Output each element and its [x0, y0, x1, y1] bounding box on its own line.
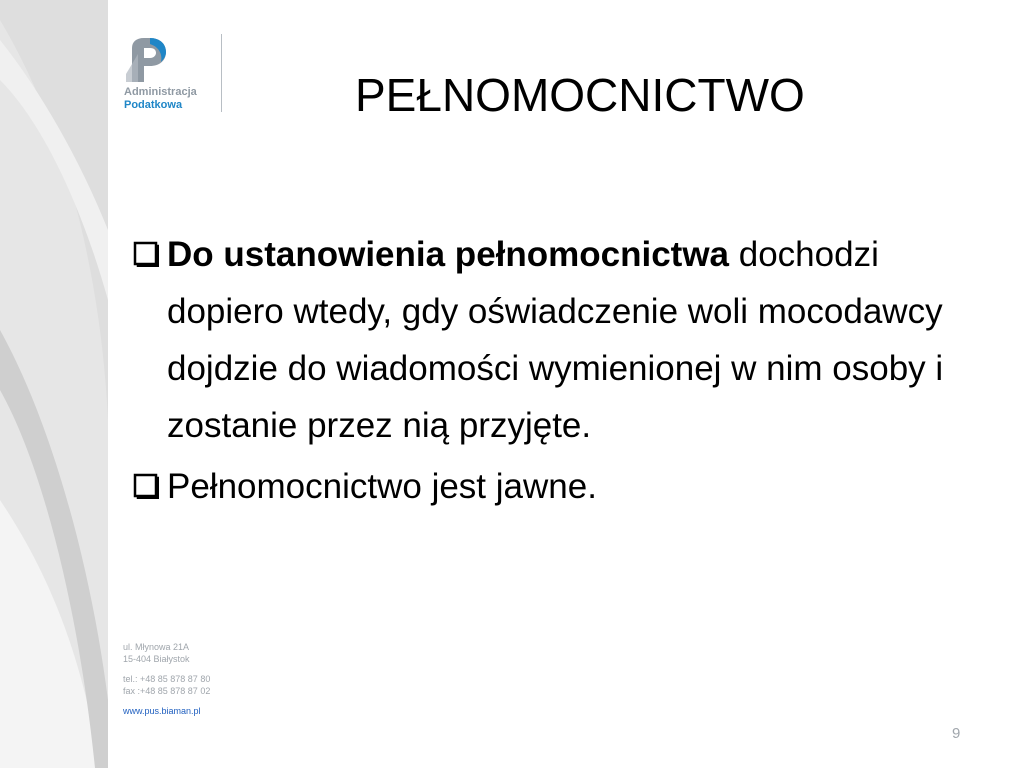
checkbox-outline-icon — [132, 240, 159, 267]
footer-contact — [123, 642, 210, 718]
decorative-sidebar — [0, 0, 108, 768]
bullet-bold-text: Do ustanowienia pełnomocnictwa — [167, 235, 730, 274]
logo-text-podatkowa: Podatkowa — [124, 99, 183, 111]
footer-website-link[interactable]: www.pus.biaman.pl — [123, 706, 201, 716]
bullet-item — [130, 458, 980, 515]
bullet-text: Pełnomocnictwo jest jawne. — [167, 467, 597, 506]
footer-phone: tel.: +48 85 878 87 80 — [123, 674, 211, 684]
sidebar-curves — [0, 0, 108, 768]
tax-administration-logo-icon — [124, 34, 168, 84]
footer-address-street: ul. Młynowa 21A — [123, 642, 190, 652]
logo-text-administracja: Administracja — [124, 86, 197, 98]
bullet-item — [130, 226, 980, 454]
bullet-text: dochodzi dopiero wtedy, gdy oświadczenie woli mocodawcy dojdzie do wiadomości wymienionej w nim osoby i zostanie przez nią przyjęte. — [167, 235, 944, 445]
slide-content — [130, 226, 980, 515]
slide-title: PEŁNOMOCNICTWO — [355, 69, 805, 121]
footer-fax: fax :+48 85 878 87 02 — [123, 685, 211, 696]
page-number: 9 — [952, 725, 961, 742]
footer-address-city: 15-404 Białystok — [123, 653, 190, 664]
logo — [118, 30, 228, 115]
checkbox-outline-icon — [132, 472, 159, 499]
logo-divider — [221, 34, 222, 112]
